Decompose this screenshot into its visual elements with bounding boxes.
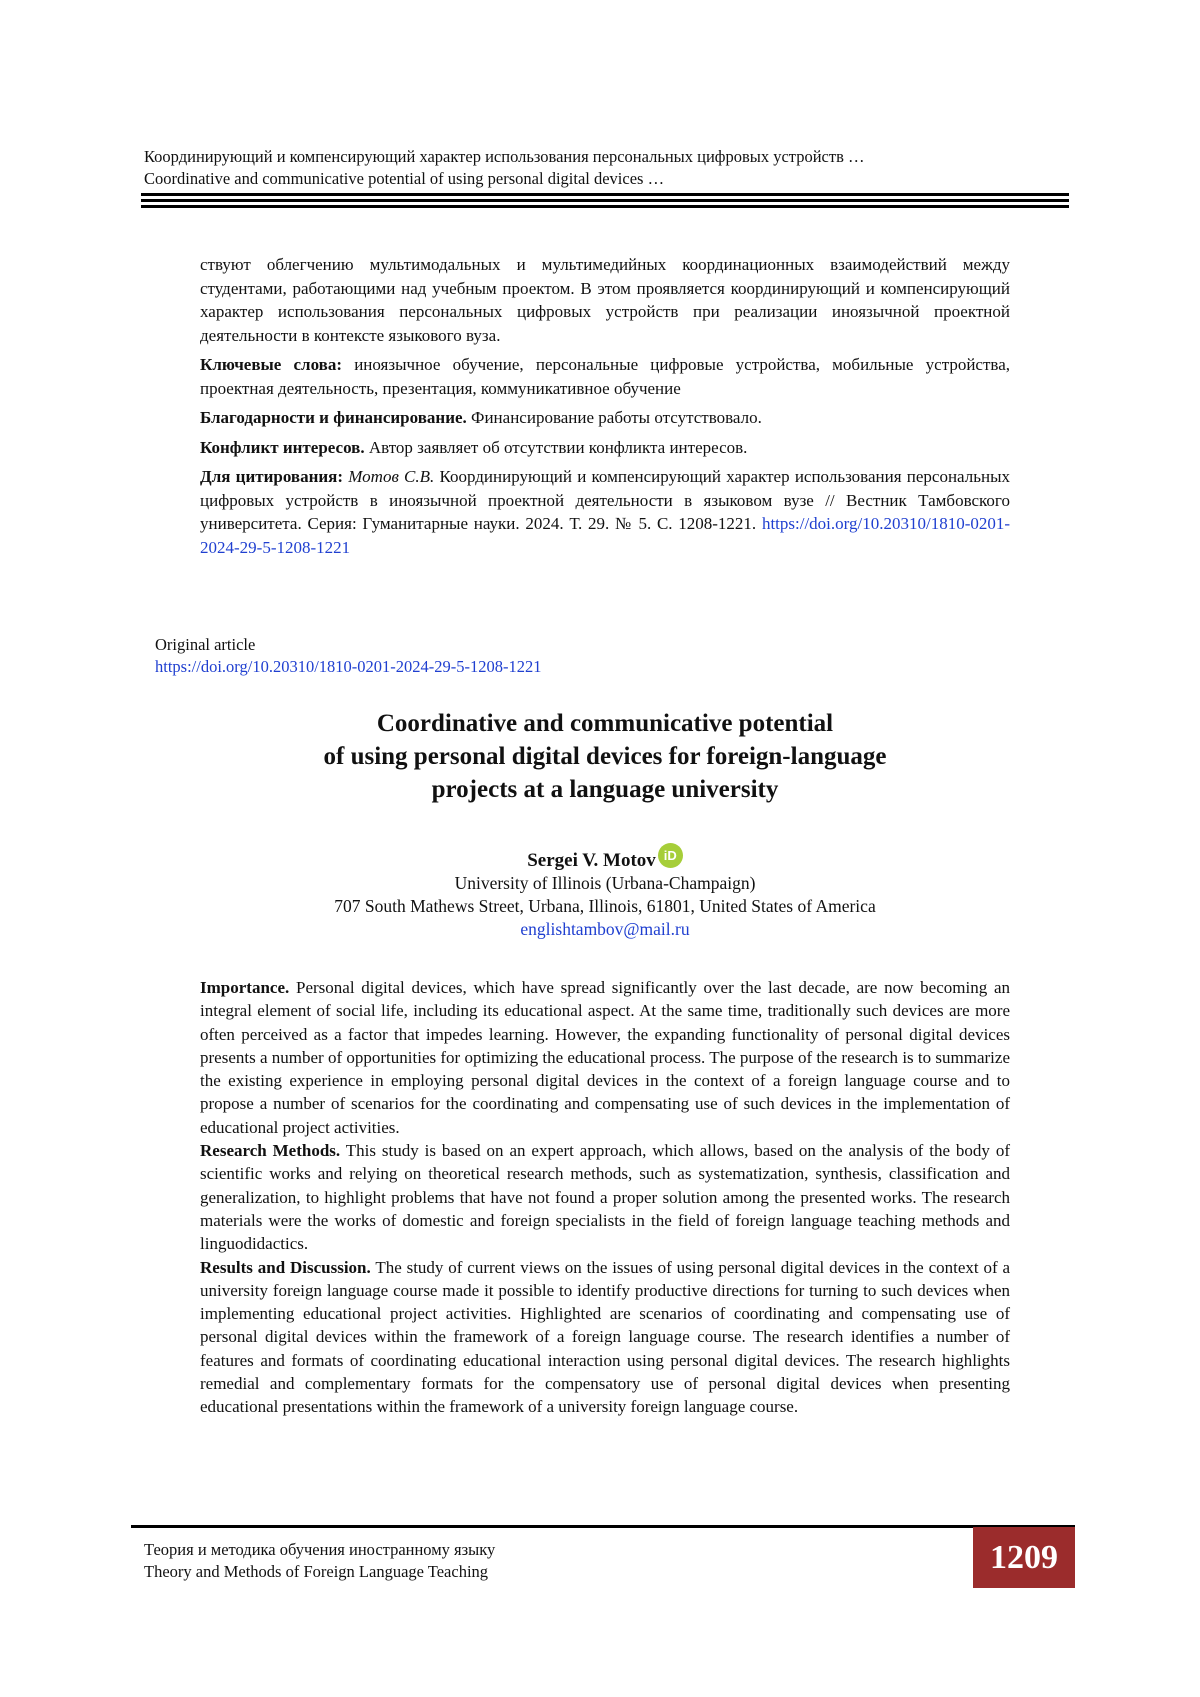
author-email-link[interactable]: englishtambov@mail.ru	[520, 919, 690, 939]
russian-abstract	[200, 253, 1010, 565]
abstract-importance	[200, 976, 1010, 1139]
author-address: 707 South Mathews Street, Urbana, Illinois, 61801, United States of America	[334, 896, 876, 916]
abstract-methods	[200, 1139, 1010, 1255]
results-text: The study of current views on the issues of using personal digital devices in the context of a university foreign language course made it possible to identify productive directions for turning to such devices when implementing educational project activities. Highlighted are scenarios of coordinating and compensating use of personal digital devices within the framework of a foreign language course. The research identifies a number of features and formats of coordinating educational interaction using personal digital devices. The research highlights remedial and complementary formats for the compensatory use of personal digital devices when presenting educational presentations within the framework of a university foreign language course.	[200, 1257, 1010, 1417]
article-title-line: of using personal digital devices for foreign-language	[323, 743, 887, 770]
ru-keywords-text: иноязычное обучение, персональные цифровые устройства, мобильные устройства, проектная деятельность, презентация, коммуникативное обучение	[200, 355, 1010, 398]
abstract-results	[200, 1256, 1010, 1419]
ru-citation-doi-link[interactable]: https://doi.org/10.20310/1810-0201-2024-29-5-1208-1221	[200, 514, 1011, 557]
orcid-icon[interactable]: iD	[658, 843, 683, 868]
article-type-block	[155, 634, 542, 678]
article-doi-link[interactable]: https://doi.org/10.20310/1810-0201-2024-29-5-1208-1221	[155, 657, 542, 676]
running-head	[144, 146, 1074, 190]
ru-conflict	[200, 436, 1010, 460]
footer-section-ru: Теория и методика обучения иностранному языку	[144, 1540, 496, 1559]
author-affiliation: University of Illinois (Urbana-Champaign)	[454, 873, 756, 893]
footer-journal-section	[144, 1539, 495, 1583]
methods-text: This study is based on an expert approach, which allows, based on the analysis of the body of scientific works and relying on theoretical research methods, such as systematization, synthesis, classification and generalization, to highlight problems that have not found a proper solution among the presented works. The research materials were the works of domestic and foreign specialists in the field of foreign language teaching methods and linguodidactics.	[200, 1141, 1010, 1254]
results-label: Results and Discussion.	[200, 1257, 371, 1277]
ru-conflict-text: Автор заявляет об отсутствии конфликта интересов.	[368, 437, 748, 457]
ru-abstract-continued: ствуют облегчению мультимодальных и мультимедийных координационных взаимодействий между студентами, работающими над учебным проектом. В этом проявляется координирующий и компенсирующий характер использования персональных цифровых устройств при реализации иноязычной проектной деятельности в контексте языкового вуза.	[200, 255, 1010, 345]
article-title	[200, 707, 1010, 806]
importance-label: Importance.	[200, 978, 290, 997]
article-type: Original article	[155, 635, 256, 654]
methods-label: Research Methods.	[200, 1141, 341, 1161]
footer-rule	[131, 1525, 1075, 1528]
author-block	[200, 843, 1010, 941]
ru-citation-label: Для цитирования:	[200, 467, 344, 486]
footer-section-en: Theory and Methods of Foreign Language Teaching	[144, 1562, 489, 1581]
article-title-line: projects at a language university	[431, 776, 779, 803]
ru-conflict-label: Конфликт интересов.	[200, 437, 365, 457]
ru-funding-label: Благодарности и финансирование.	[200, 408, 467, 427]
english-abstract	[200, 976, 1010, 1419]
author-name: Sergei V. Motov	[527, 850, 656, 871]
ru-funding	[200, 406, 1010, 430]
ru-citation-text: Координирующий и компенсирующий характер использования персональных цифровых устройств в иноязычной проектной деятельности в языковом вузе // Вестник Тамбовского университета. Серия: Гуманитарные науки. 2024. Т. 29. № 5. С. 1208-1221.	[200, 467, 1010, 533]
running-head-en: Coordinative and communicative potential of using personal digital devices …	[144, 169, 665, 188]
running-head-ru: Координирующий и компенсирующий характер использования персональных цифровых устройств …	[144, 147, 865, 166]
ru-citation	[200, 465, 1010, 559]
ru-citation-author: Мотов С.В.	[348, 467, 435, 486]
article-title-line: Coordinative and communicative potential	[376, 710, 834, 737]
ru-funding-text: Финансирование работы отсутствовало.	[471, 408, 762, 427]
ru-keywords-label: Ключевые слова:	[200, 355, 343, 374]
header-rule	[141, 193, 1069, 208]
ru-keywords	[200, 353, 1010, 400]
importance-text: Personal digital devices, which have spread significantly over the last decade, are now becoming an integral element of social life, including its educational aspect. At the same time, traditionally such devices are more often perceived as a factor that impedes learning. However, the expanding functionality of personal digital devices presents a number of opportunities for optimizing the educational process. The purpose of the research is to summarize the existing experience in employing personal digital devices in the context of a foreign language course and to propose a number of scenarios for the coordinating and compensating use of such devices in the implementation of educational project activities.	[200, 978, 1010, 1137]
page-number: 1209	[973, 1527, 1075, 1588]
